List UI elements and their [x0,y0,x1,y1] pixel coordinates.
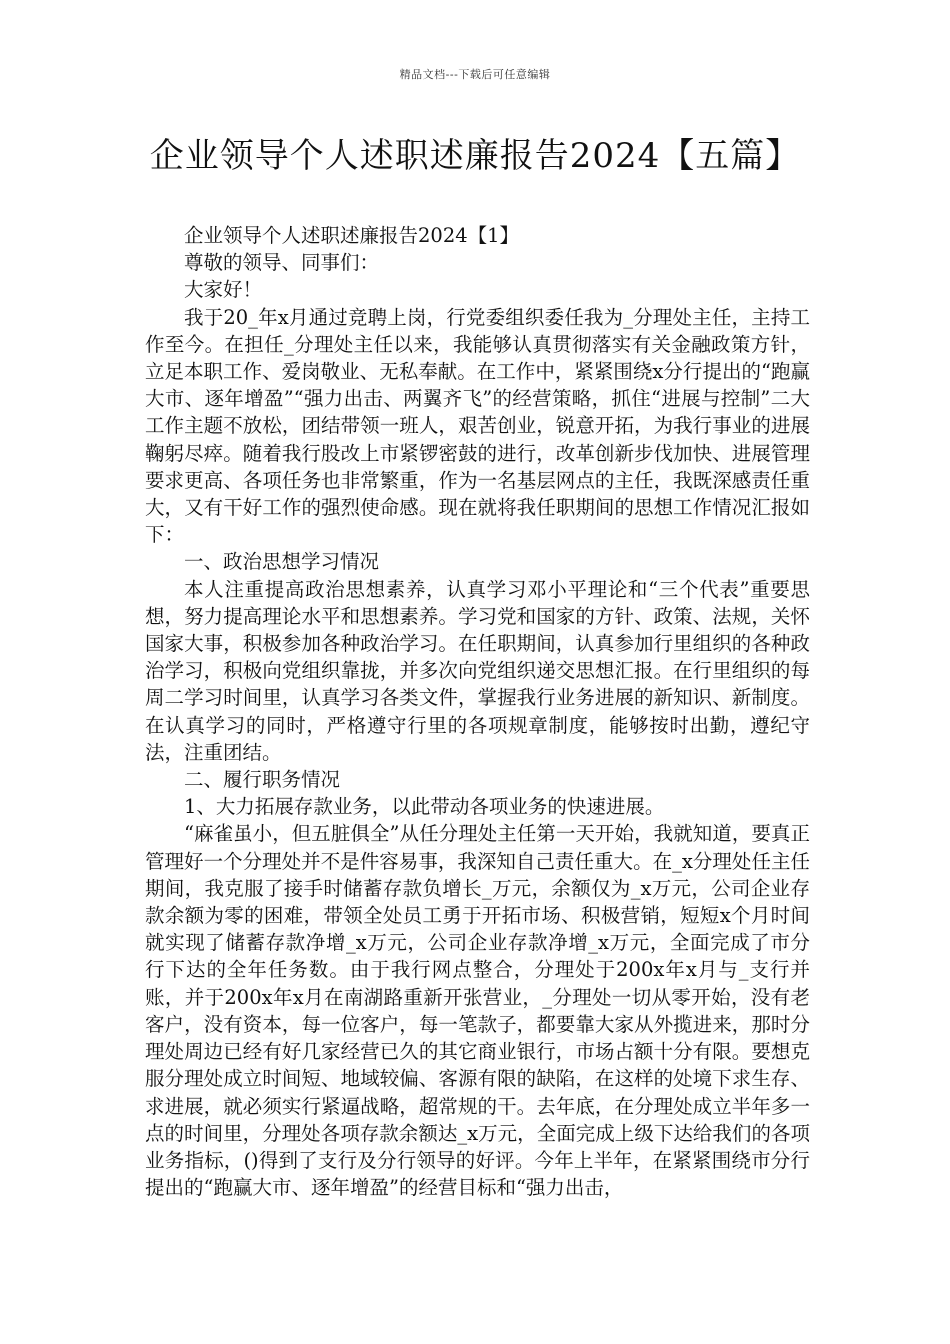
heading-political-study: 一、政治思想学习情况 [184,550,380,574]
subheading-deposits: 1、大力拓展存款业务，以此带动各项业务的快速进展。 [184,795,665,819]
paragraph-deposits: “麻雀虽小，但五脏俱全”从任分理处主任第一天开始，我就知道，要真正管理好一个分理处并不是件容易事，我深知自己责任重大。在_x分理处任主任期间，我克服了接手时储蓄存款负增长_万元，余额仅为_x万元，公司企业存款余额为零的困难，带领全处员工勇于开拓市场、积极营销，短短x个月时间就实现了储蓄存款净增_x万元，公司企业存款净增_x万元，全面完成了市分行下达的全年任务数。由于我行网点整合，分理处于200x年x月与_支行并账，并于200x年x月在南湖路重新开张营业，_分理处一切从零开始，没有老客户，没有资本，每一位客户，每一笔款子，都要靠大家从外揽进来，那时分理处周边已经有好几家经营已久的其它商业银行，市场占额十分有限。要想克服分理处成立时间短、地域较偏、客源有限的缺陷，在这样的处境下求生存、求进展，就必须实行紧逼战略，超常规的干。去年底，在分理处成立半年多一点的时间里，分理处各项存款余额达_x万元，全面完成上级下达给我们的各项业务指标，()得到了支行及分行领导的好评。今年上半年，在紧紧围绕市分行提出的“跑赢大市、逐年增盈”的经营目标和“强力出击， [145,822,810,1200]
salutation: 尊敬的领导、同事们： [184,251,380,275]
paragraph-intro: 我于20_年x月通过竞聘上岗，行党委组织委任我为_分理处主任，主持工作至今。在担任_分理处主任以来，我能够认真贯彻落实有关金融政策方针，立足本职工作、爱岗敬业、无私奉献。在工作中，紧紧围绕x分行提出的“跑赢大市、逐年增盈”“强力出击、两翼齐飞”的经营策略，抓住“进展与控制”二大工作主题不放松，团结带领一班人，艰苦创业，锐意开拓，为我行事业的进展鞠躬尽瘁。随着我行股改上市紧锣密鼓的进行，改革创新步伐加快、进展管理要求更高、各项任务也非常繁重，作为一名基层网点的主任，我既深感责任重大，又有干好工作的强烈使命感。现在就将我任职期间的思想工作情况汇报如下： [145,305,810,547]
greeting: 大家好！ [184,278,263,302]
paragraph-political-study: 本人注重提高政治思想素养，认真学习邓小平理论和“三个代表”重要思想，努力提高理论水平和思想素养。学习党和国家的方针、政策、法规，关怀国家大事，积极参加各种政治学习。在任职期间，认真参加行里组织的各种政治学习，积极向党组织靠拢，并多次向党组织递交思想汇报。在行里组织的每周二学习时间里，认真学习各类文件，掌握我行业务进展的新知识、新制度。在认真学习的同时，严格遵守行里的各项规章制度，能够按时出勤，遵纪守法，注重团结。 [145,577,810,764]
heading-duties: 二、履行职务情况 [184,768,341,792]
section-heading-1: 企业领导个人述职述廉报告2024【1】 [184,224,520,247]
document-title: 企业领导个人述职述廉报告2024【五篇】 [149,136,801,176]
header-watermark: 精品文档---下载后可任意编辑 [399,68,551,81]
document-body [145,222,810,1201]
